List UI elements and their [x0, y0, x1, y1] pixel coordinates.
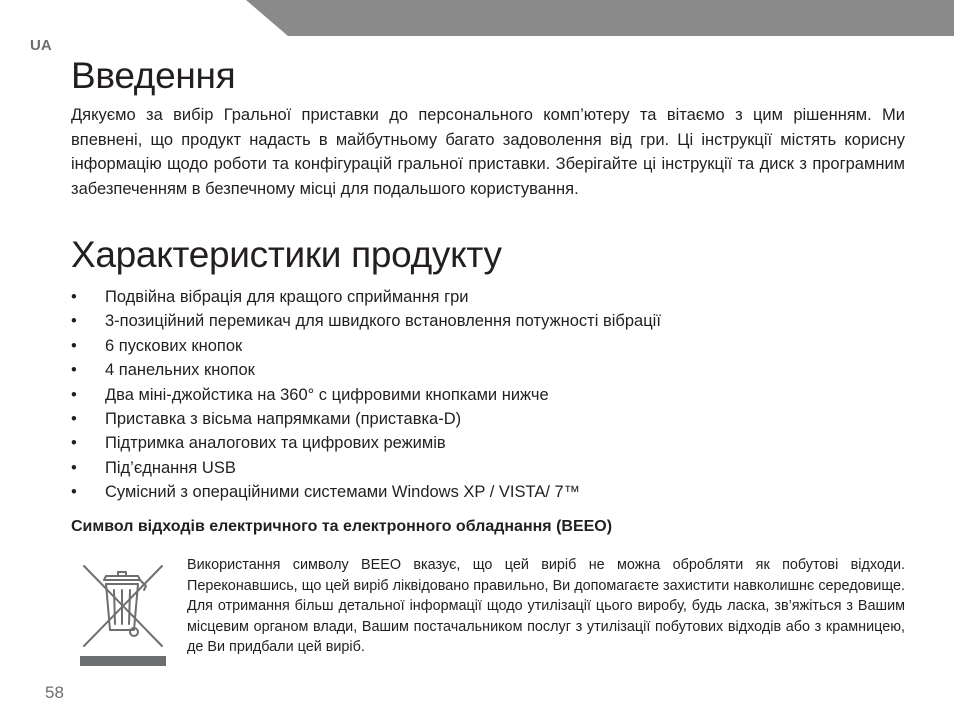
bullet: •: [71, 458, 77, 477]
bullet: •: [71, 288, 77, 306]
feature-text: Приставка з вісьма напрямками (приставка-D): [105, 409, 462, 428]
feature-item: [71, 309, 911, 333]
bullet: •: [71, 409, 77, 428]
bullet: •: [71, 336, 77, 355]
feature-text: Два міні-джойстика на 360° с цифровими кнопками нижче: [105, 385, 549, 404]
feature-text: Під’єднання USB: [105, 458, 236, 477]
feature-text: 3-позиційний перемикач для швидкого встановлення потужності вібрації: [105, 312, 661, 331]
feature-text: Підтримка аналогових та цифрових режимів: [105, 434, 446, 453]
intro-title: Введення: [71, 55, 236, 96]
feature-text: Сумісний з операційними системами Windows XP / VISTA/ 7™: [105, 483, 581, 502]
header-band: [246, 0, 954, 36]
intro-paragraph: Дякуємо за вибір Гральної приставки до персонального комп’ютеру та вітаємо з цим рішенням. Ми впевнені, що продукт надасть в майбутньому багато задоволення від гри. Ці інструкції містять корисну інформацію щодо роботи та конфігурацій гральної приставки. Зберігайте ці інструкції та диск з програмним забезпеченням в безпечному місці для подальшого користування.: [71, 106, 905, 198]
bullet: •: [71, 312, 77, 331]
feature-item: [71, 456, 911, 480]
bullet: •: [71, 361, 77, 380]
feature-list: [71, 285, 911, 505]
feature-text: Подвійна вібрація для кращого сприймання гри: [105, 288, 469, 306]
feature-text: 4 панельних кнопок: [105, 361, 255, 380]
features-title: Характеристики продукту: [71, 234, 502, 275]
bullet: •: [71, 434, 77, 453]
feature-item: [71, 480, 911, 504]
page-number: 58: [45, 683, 64, 702]
crossed-out-wheelie-bin-icon: [74, 550, 172, 670]
feature-item: [71, 383, 911, 407]
feature-item: [71, 407, 911, 431]
feature-text: 6 пускових кнопок: [105, 336, 243, 355]
feature-item: [71, 285, 911, 309]
language-label: UA: [30, 37, 52, 54]
bullet: •: [71, 483, 77, 502]
bullet: •: [71, 385, 77, 404]
weee-text: Використання символу ВЕЕО вказує, що цей виріб не можна обробляти як побутові відходи. Переконавшись, що цей виріб ліквідовано правильно, Ви допомагаєте захистити навколишнє середовище. Для отримання більш детальної інформації щодо утилізації цього виробу, будь ласка, зв’яжіться з Вашим місцевим органом влади, Вашим постачальником послуг з утилізації побутових відходів або з крамницею, де Ви придбали цей виріб.: [187, 557, 905, 656]
feature-item: [71, 431, 911, 455]
feature-item: [71, 334, 911, 358]
feature-item: [71, 358, 911, 382]
weee-title: Символ відходів електричного та електронного обладнання (ВЕЕО): [71, 518, 613, 535]
